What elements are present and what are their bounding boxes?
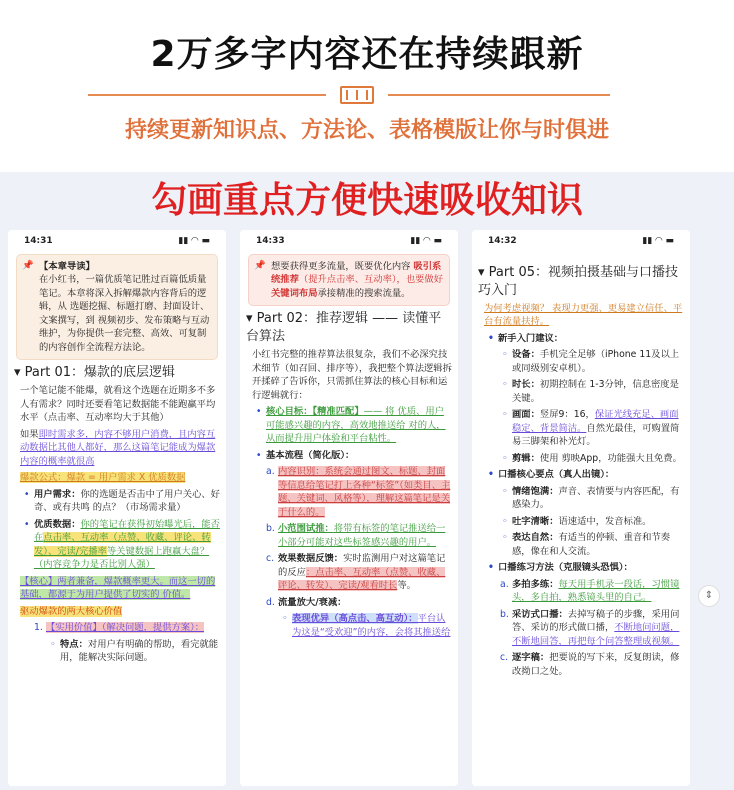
core-highlight: 【核心】两者兼备，爆款概率更大。而这一切的基础，都源于为用户提供了切实的 价值。 (20, 575, 216, 600)
page-title: 2万多字内容还在持续跟新 (150, 34, 584, 75)
note-body: 在小红书，一篇优质笔记胜过百篇低质量笔记。本章将深入拆解爆款内容背后的逻辑，从 选题挖掘、标题打磨、封面设计、文案撰写，到 视频初步、发布策略与互动维护，为你提供一套完整、高效、可复制的内容创作全流程方法论。 (39, 274, 210, 353)
sub-item: ◦ 表现优异（高点击、高互动）：平台认为这是“受欢迎”的内容，会将其推送给 (292, 612, 452, 639)
phone-screenshot-2 (240, 230, 458, 786)
item-text: 手机完全足够（iPhone 11及以上或同级别安卓机）。 (512, 349, 680, 374)
phone-screenshot-3 (472, 230, 714, 786)
drivers-highlight: 驱动爆款的两大核心价值 (20, 605, 123, 617)
ordered-item (500, 651, 684, 678)
item-number: b. (500, 608, 509, 620)
pin-icon: 📌 (254, 259, 266, 271)
signal-wifi-battery-icon: ▮▮ ◠ ▬ (410, 236, 442, 246)
sub-item (512, 408, 684, 449)
ordered-item: b. 小范围试推：将带有标签的笔记推送给一小部分可能对这些标签感兴趣的用户。 (266, 523, 446, 548)
divider (88, 94, 326, 96)
section-heading[interactable]: ▾ Part 02：推荐逻辑 —— 读懂平台算法 (246, 311, 442, 344)
paragraph: 一个笔记能不能爆，就看这个选题在近期多不多人有需求？同时还要看笔记数据能不能跑赢平均水平（点击率、互动率均大于其他） (20, 385, 216, 423)
item-label: 剪辑： (512, 452, 540, 464)
item-text: 竖屏9：16， (539, 409, 595, 420)
status-bar (478, 233, 684, 254)
list-item: • 核心目标：【精准匹配】—— 将 优质、用户可能感兴趣的内容，高效地推送给 对的人，从而提升用户体验和平台粘性。 (266, 405, 452, 446)
item-number: c. (500, 652, 509, 663)
list-item: • 用户需求：你的选题是否击中了用户关心、好奇、或有共鸣 的点？（市场需求量） (34, 488, 220, 515)
item-label: 设备： (512, 349, 540, 360)
status-bar (14, 233, 220, 254)
item-text: 自然光最佳，可购置简易三脚架和补光灯。 (512, 422, 680, 447)
paragraph: 如果即时需求多，内容不够用户消费，且内容互动数据比其他人都好，那么这篇笔记能成为爆款内容的概率就很高 (20, 428, 216, 467)
page-subtitle: 持续更新知识点、方法论、表格模版让你与时俱进 (124, 118, 609, 143)
scroll-handle-icon[interactable]: ⇕ (698, 585, 720, 607)
item-text: 语速适中，发音标准。 (558, 515, 652, 527)
ordered-item (500, 608, 684, 649)
signal-wifi-battery-icon: ▮▮ ◠ ▬ (642, 236, 674, 246)
overlay-caption: 勾画重点方便快速吸收知识 (150, 180, 583, 221)
sub-item: ◦ 特点：对用户有明确的帮助，看完就能用，能解决实际问题。 (60, 638, 220, 665)
sub-item (512, 531, 684, 558)
item-label: 逐字稿： (512, 652, 550, 663)
item-text: 使用 剪映App，功能强大且免费。 (539, 452, 682, 464)
list-item[interactable]: • 口播练习方法（克服镜头恐惧）： (498, 561, 684, 575)
section-heading[interactable]: ▾ Part 01：爆款的底层逻辑 (14, 365, 176, 380)
item-text: 初期控制在 1-3分钟，信息密度是关键。 (512, 379, 679, 404)
list-item[interactable]: • 基本流程（简化版）： (266, 449, 452, 463)
item-link: 每天用手机录一段话，习惯镜头，多自拍，熟悉镜头里的自己。 (512, 578, 680, 603)
status-time: 14:33 (256, 236, 285, 246)
ordered-item (500, 578, 684, 605)
status-time: 14:31 (24, 236, 53, 246)
ordered-item[interactable]: d. 流量放大/衰减： (266, 596, 347, 608)
item-label: 时长： (512, 379, 540, 390)
note-title: 【本章导读】 (39, 260, 95, 272)
item-label: 采访式口播： (512, 608, 568, 620)
paragraph: 为何考虑视频？ 表现力更强、更易建立信任、平台有流量扶持。 (484, 302, 683, 327)
sub-item (512, 515, 684, 529)
book-icon (340, 86, 374, 104)
status-time: 14:32 (488, 236, 517, 246)
ordered-item: 1. 【实用价值】（解决问题，提供方案）： (34, 622, 205, 633)
item-number: a. (500, 578, 509, 590)
ordered-item: c. 效果数据反馈：实时监测用户对这篇笔记的反应：点击率、互动率（点赞、收藏、评论、转发）、完读/观看时长等。 (266, 553, 446, 591)
item-label: 吐字清晰： (512, 515, 559, 527)
item-label: 多拍多练： (512, 578, 559, 590)
sub-item (512, 348, 684, 375)
item-text: 把要说的写下来，反复朗读，修改拗口之处。 (512, 652, 680, 677)
ordered-item: a. 内容识别：系统会通过图文、标题、封面等信息给笔记打上各种“标签”（如类目、主题、关键词、风格等），理解这篇笔记是关于什么的。 (266, 466, 451, 518)
item-label: 情绪饱满： (512, 485, 559, 497)
divider (388, 94, 610, 96)
section-heading[interactable]: ▾ Part 05：视频拍摄基础与口播技巧入门 (478, 264, 679, 298)
phone-screenshot-1 (8, 230, 226, 786)
status-bar (246, 233, 452, 254)
list-item[interactable]: • 新手入门建议： (498, 332, 684, 346)
item-text: 声音、表情要与内容匹配，有感染力。 (512, 485, 680, 510)
sub-item (512, 378, 684, 405)
callout-note: 📌 想要获得更多流量，既要优化内容 吸引系统推荐（提升点击率、互动率），也要做好关键词布局承接精准的搜索流量。 (248, 254, 450, 307)
formula-highlight: 爆款公式：爆款 = 用户需求 X 优质数据 (20, 472, 186, 483)
item-link: 不断地问问题，不断地回答，再把每个问答整理成视频。 (512, 622, 680, 647)
item-label: 表达自然： (512, 532, 559, 543)
paragraph: 小红书完整的推荐算法很复杂，我们不必深究技术细节（如召回、排序等），我把整个算法逻辑拆开揉碎了告诉你，只需抓住算法的核心目标和运行逻辑就行： (252, 349, 452, 401)
signal-wifi-battery-icon: ▮▮ ◠ ▬ (178, 236, 210, 246)
sub-item (512, 452, 684, 466)
callout-note (16, 254, 218, 361)
item-link: 保证光线充足、画面稳定、背景简洁。 (512, 409, 679, 434)
list-item: • 优质数据：你的笔记在获得初始曝光后，能否在点击率、互动率（点赞、收藏、评论、转发）、完读/完播率等关键数据上跑赢大盘？（内容竞争力是否比别人强） (34, 518, 220, 572)
item-label: 画面： (512, 409, 540, 420)
item-text: 有适当的停顿、重音和节奏感，像在和人交流。 (512, 532, 671, 557)
list-item[interactable]: • 口播核心要点（真人出镜）： (498, 468, 684, 482)
sub-item (512, 485, 684, 512)
item-text: 去掉写稿子的步骤，采用问答、采访的形式做口播， (512, 608, 680, 633)
pin-icon: 📌 (22, 259, 34, 271)
